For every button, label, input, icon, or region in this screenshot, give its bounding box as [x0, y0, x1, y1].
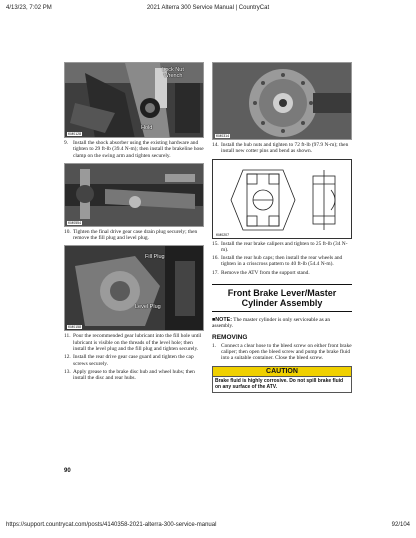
- right-column: [212, 62, 352, 393]
- callout-fill-plug: Fill Plug: [145, 254, 165, 261]
- step-14: 14. Install the hub nuts and tighten to 72 ft-lb (97.9 N-m); then install new cotter pins and bend as shown.: [212, 142, 349, 155]
- figure-cotter-pin-diagram: KM0207: [212, 159, 352, 239]
- print-footer: [6, 522, 410, 532]
- callout-lock-nut-wrench: Lock Nut Wrench: [162, 67, 184, 79]
- figure-id: KM0128: [68, 132, 82, 136]
- figure-fill-level-plugs: Fill Plug Level Plug KM0158: [64, 245, 204, 331]
- print-page-count: 92/104: [391, 522, 410, 528]
- step-17: 17. Remove the ATV from the support stand.: [212, 269, 310, 276]
- photo-fill-level-plugs: [65, 246, 204, 331]
- subhead-removing: REMOVING: [212, 333, 248, 341]
- left-column: [64, 62, 204, 382]
- callout-hold: Hold: [141, 125, 153, 131]
- caution-banner: CAUTION: [212, 366, 352, 377]
- figure-hub-nut: KM0314: [212, 62, 352, 140]
- step-9: 9. Install the shock absorber using the existing hardware and tighten to 29 ft-lb (39.4 N-m); then install the brakeline hose clamp on the swing arm and tighten securely.: [64, 140, 204, 159]
- section-title: Front Brake Lever/Master Cylinder Assembly: [212, 284, 352, 312]
- note-master-cylinder: ■NOTE: The master cylinder is only serviceable as an assembly.: [212, 317, 331, 330]
- step-15: 15. Install the rear brake calipers and tighten to 25 ft-lb (34 N-m).: [212, 240, 348, 253]
- print-url: https://support.countrycat.com/posts/4140358-2021-alterra-300-service-manual: [6, 522, 217, 528]
- page-number: 90: [64, 468, 71, 474]
- caution-text: Brake fluid is highly corrosive. Do not spill brake fluid on any surface of the ATV.: [212, 377, 352, 393]
- drawing-castle-nut: [213, 160, 352, 239]
- removing-step-1: 1. Connect a clear hose to the bleed screw on either front brake caliper; then open the bleed screw and pump the brake fluid into a suitable container. Close the bleed screw.: [212, 342, 352, 362]
- step-11: 11. Pour the recommended gear lubricant into the fill hole until lubricant is visible on the threads of the level hole; then install the level plug and the fill plug and tighten securely.: [64, 333, 202, 353]
- photo-hub-disc: [213, 63, 352, 140]
- callout-level-plug: Level Plug: [135, 304, 161, 311]
- photo-gear-case: [65, 164, 204, 227]
- step-10: 10. Tighten the final drive gear case drain plug securely; then remove the fill plug and level plug.: [64, 228, 198, 242]
- print-title: 2021 Alterra 300 Service Manual | CountryCat: [146, 5, 270, 11]
- step-13: 13. Apply grease to the brake disc hub and wheel hubs; then install the disc and rear hubs.: [64, 368, 195, 382]
- figure-shock-absorber: [64, 62, 204, 138]
- print-datetime: 4/13/23, 7:02 PM: [6, 5, 52, 11]
- step-16: 16. Install the rear hub caps; then install the rear wheels and tighten in a crisscross pattern to 40 ft-lb (54.4 N-m).: [212, 255, 343, 268]
- step-12: 12. Install the rear drive gear case guard and tighten the cap screws securely.: [64, 354, 194, 367]
- figure-gear-case-drain: KM0554: [64, 163, 204, 227]
- print-header: [6, 5, 410, 15]
